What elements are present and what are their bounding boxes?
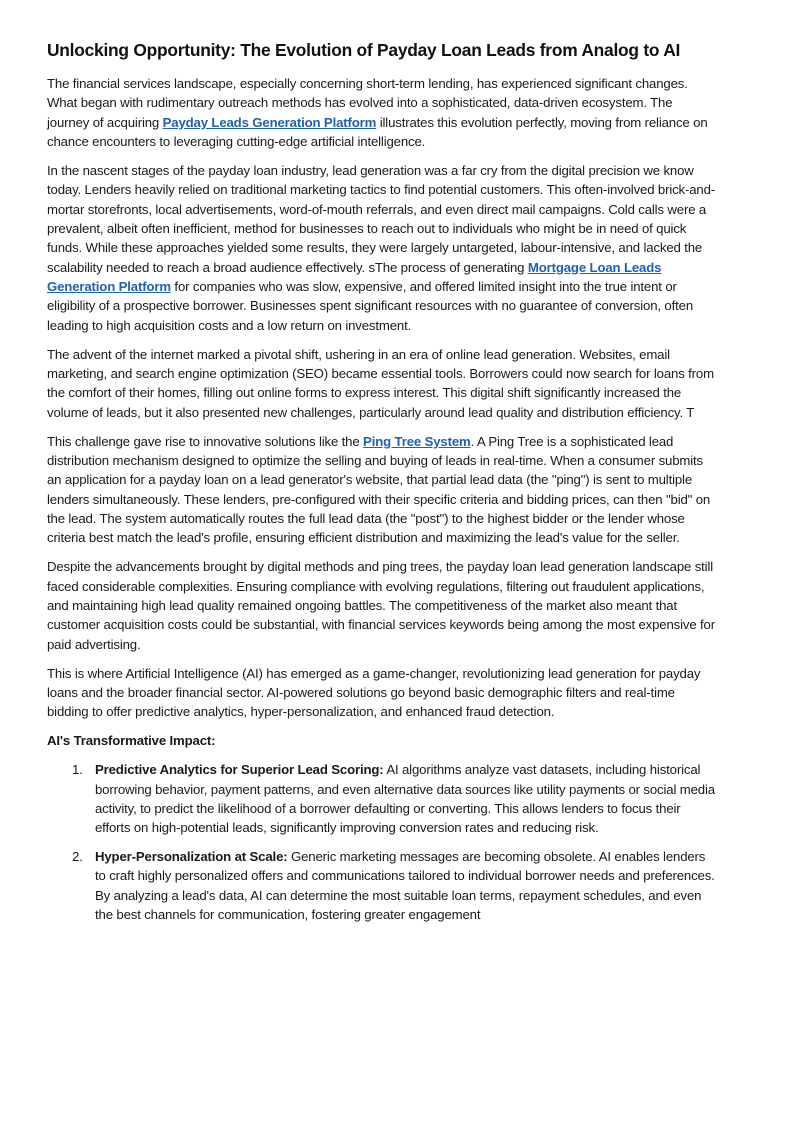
payday-leads-platform-link[interactable]: Payday Leads Generation Platform (162, 114, 377, 130)
list-item-text: AI algorithms analyze vast datasets, including historical borrowing behavior, payment patterns, and even alternative data sources like utility payments or social media activity, to predict the likelihood of a borrower defaulting or converting. This allows lenders to focus their efforts on high-potential leads, significantly improving conversion rates and reducing risk. (95, 762, 715, 836)
list-number: 2. (72, 849, 83, 865)
paragraph-ai-game-changer: This is where Artificial Intelligence (AI) has emerged as a game-changer, revolutionizing lead generation for payday loans and the broader financial sector. AI-powered solutions go beyond basic demographic filters and real-time bidding to offer predictive analytics, hyper-personalization, and enhanced fraud detection. (47, 665, 701, 720)
list-item-heading: Hyper-Personalization at Scale: (95, 849, 288, 865)
paragraph-internet-era: The advent of the internet marked a pivotal shift, ushering in an era of online lead generation. Websites, email marketing, and search engine optimization (SEO) became essential tools. Borrowers could now search for loans from the comfort of their homes, filling out online forms to express interest. This digital shift significantly increased the volume of leads, but it also presented new challenges, particularly around lead quality and distribution efficiency. T (47, 346, 714, 420)
document-page (47, 38, 717, 934)
paragraph-text: illustrates this evolution perfectly, moving from reliance on chance encounters to leveraging cutting-edge artificial intelligence. (47, 114, 708, 150)
paragraph-text: for companies who was slow, expensive, and offered limited insight into the true intent or eligibility of a prospective borrower. Businesses spent significant resources with no guarantee of conversion, often leading to high acquisition costs and a low return on investment. (47, 279, 693, 333)
list-item-text: Generic marketing messages are becoming obsolete. AI enables lenders to craft highly personalized offers and communications tailored to individual borrower needs and preferences. By analyzing a lead's data, AI can determine the most suitable loan terms, repayment schedules, and even the best channels for communication, fostering greater engagement (95, 849, 715, 923)
document-title: Unlocking Opportunity: The Evolution of Payday Loan Leads from Analog to AI (47, 40, 681, 60)
ping-tree-system-link[interactable]: Ping Tree System (363, 433, 471, 449)
paragraph-text: This challenge gave rise to innovative solutions like the (47, 433, 364, 449)
list-item (47, 760, 717, 837)
list-item (47, 847, 717, 924)
paragraph-early-stages (47, 161, 717, 335)
ai-impact-list (47, 760, 717, 924)
list-number: 1. (72, 762, 83, 778)
paragraph-complexities: Despite the advancements brought by digital methods and ping trees, the payday loan lead generation landscape still faced considerable complexities. Ensuring compliance with evolving regulations, filtering out fraudulent applications, and maintaining high lead quality remained ongoing battles. The competitiveness of the market also meant that customer acquisition costs could be substantial, with financial services keywords being among the most expensive for paid advertising. (47, 559, 715, 652)
paragraph-ping-tree (47, 432, 717, 548)
paragraph-text: . A Ping Tree is a sophisticated lead distribution mechanism designed to optimize the selling and buying of leads in real-time. When a consumer submits an application for a payday loan on a lead generator's website, that partial lead data (the "ping") is sent to multiple lenders simultaneously. These lenders, pre-configured with their specific criteria and bidding prices, can then "bid" on the lead. The system automatically routes the full lead data (the "post") to the highest bidder or the lender whose criteria best match the lead's profile, ensuring efficient distribution and maximizing the lead's value for the seller. (47, 433, 711, 546)
mortgage-leads-platform-link[interactable]: Mortgage Loan Leads Generation Platform (47, 259, 662, 295)
paragraph-text: The financial services landscape, especially concerning short-term lending, has experienced significant changes. What began with rudimentary outreach methods has evolved into a sophisticated, data-driven ecosystem. The journey of acquiring (47, 76, 688, 130)
paragraph-intro (47, 74, 717, 151)
paragraph-text: In the nascent stages of the payday loan industry, lead generation was a far cry from the digital precision we know today. Lenders heavily relied on traditional marketing tactics to find potential customers. This often-involved brick-and-mortar storefronts, local advertisements, word-of-mouth referrals, and even direct mail campaigns. Cold calls were a prevalent, albeit often inefficient, method for businesses to reach out to individuals who might be in need of quick funds. While these approaches yielded some results, they were largely untargeted, labour-intensive, and lacked the scalability needed to reach a broad audience effectively. sThe process of generating (47, 162, 716, 275)
list-item-heading: Predictive Analytics for Superior Lead Scoring: (95, 762, 384, 778)
subheading-ai-impact: AI's Transformative Impact: (47, 733, 216, 749)
